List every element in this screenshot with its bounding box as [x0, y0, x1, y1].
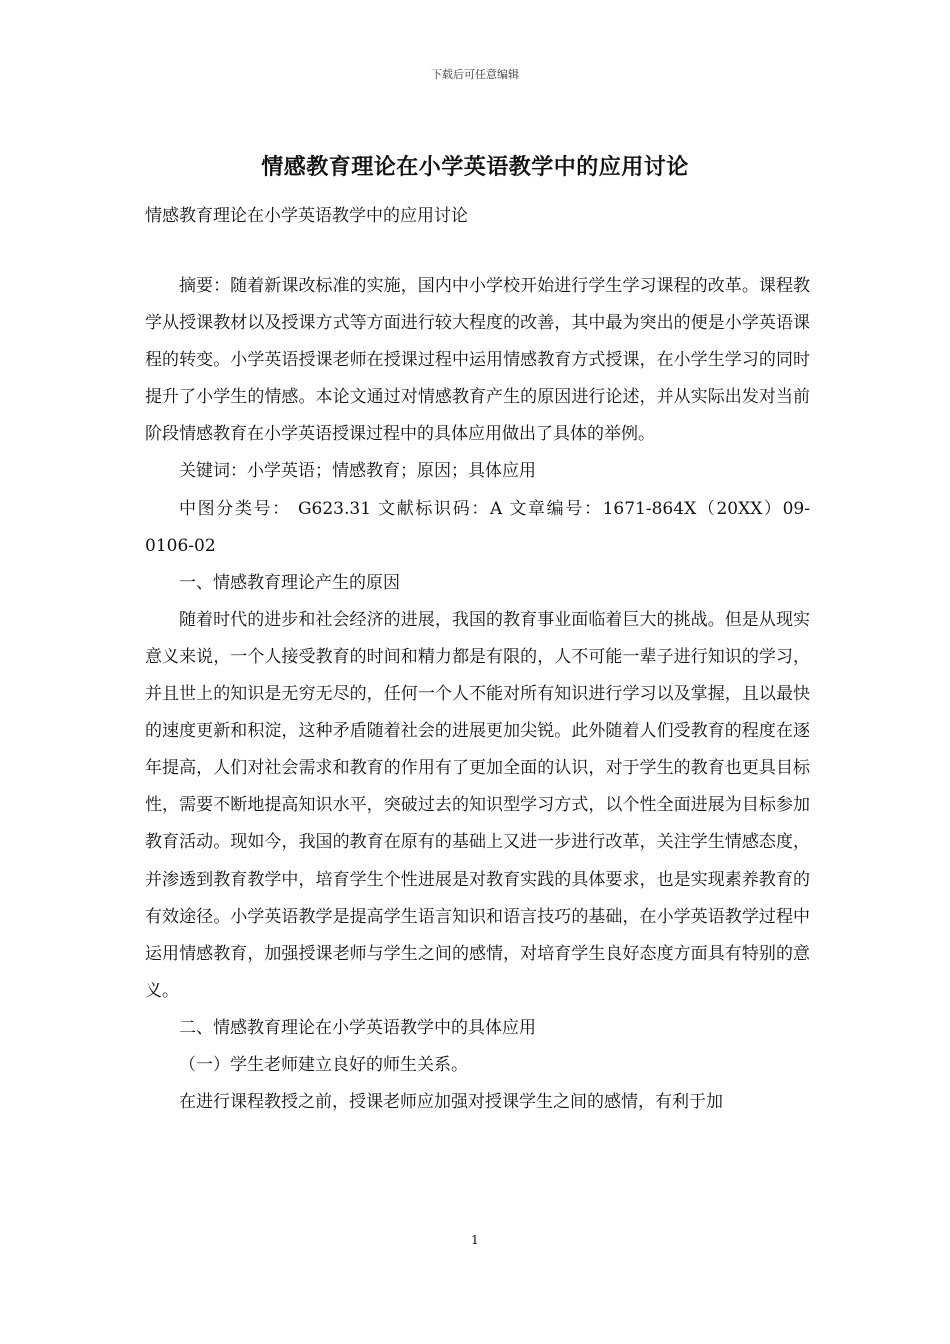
page-header-note: 下载后可任意编辑 — [431, 68, 519, 81]
section-heading-1: 一、情感教育理论产生的原因 — [179, 572, 400, 593]
abstract-paragraph: 摘要：随着新课改标准的实施，国内中小学校开始进行学生学习课程的改革。课程教学从授课教材以及授课方式等方面进行较大程度的改善，其中最为突出的便是小学英语课程的转变。小学英语授课老师在授课过程中运用情感教育方式授课，在小学生学习的同时提升了小学生的情感。本论文通过对情感教育产生的原因进行论述，并从实际出发对当前阶段情感教育在小学英语授课过程中的具体应用做出了具体的举例。 — [145, 276, 810, 445]
document-subtitle: 情感教育理论在小学英语教学中的应用讨论 — [145, 206, 468, 226]
document-title: 情感教育理论在小学英语教学中的应用讨论 — [261, 154, 689, 180]
section-heading-2: 二、情感教育理论在小学英语教学中的具体应用 — [179, 1017, 536, 1038]
subsection-heading-1: （一）学生老师建立良好的师生关系。 — [179, 1054, 468, 1075]
page-number: 1 — [471, 1233, 479, 1247]
classification-paragraph: 中图分类号： G623.31 文献标识码：A 文章编号：1671-864X（20XX）09-0106-02 — [145, 498, 810, 556]
document-body — [145, 268, 810, 1121]
body-paragraph: 随着时代的进步和社会经济的进展，我国的教育事业面临着巨大的挑战。但是从现实意义来说，一个人接受教育的时间和精力都是有限的，人不可能一辈子进行知识的学习，并且世上的知识是无穷无尽的，任何一个人不能对所有知识进行学习以及掌握，且以最快的速度更新和积淀，这种矛盾随着社会的进展更加尖锐。此外随着人们受教育的程度在逐年提高，人们对社会需求和教育的作用有了更加全面的认识，对于学生的教育也更具目标性，需要不断地提高知识水平，突破过去的知识型学习方式，以个性全面进展为目标参加教育活动。现如今，我国的教育在原有的基础上又进一步进行改革，关注学生情感态度，并渗透到教育教学中，培育学生个性进展是对教育实践的具体要求，也是实现素养教育的有效途径。小学英语教学是提高学生语言知识和语言技巧的基础，在小学英语教学过程中运用情感教育，加强授课老师与学生之间的感情，对培育学生良好态度方面具有特别的意义。 — [145, 609, 810, 1001]
body-paragraph: 在进行课程教授之前，授课老师应加强对授课学生之间的感情，有利于加 — [179, 1092, 723, 1113]
keywords-paragraph: 关键词：小学英语；情感教育；原因；具体应用 — [179, 461, 536, 482]
